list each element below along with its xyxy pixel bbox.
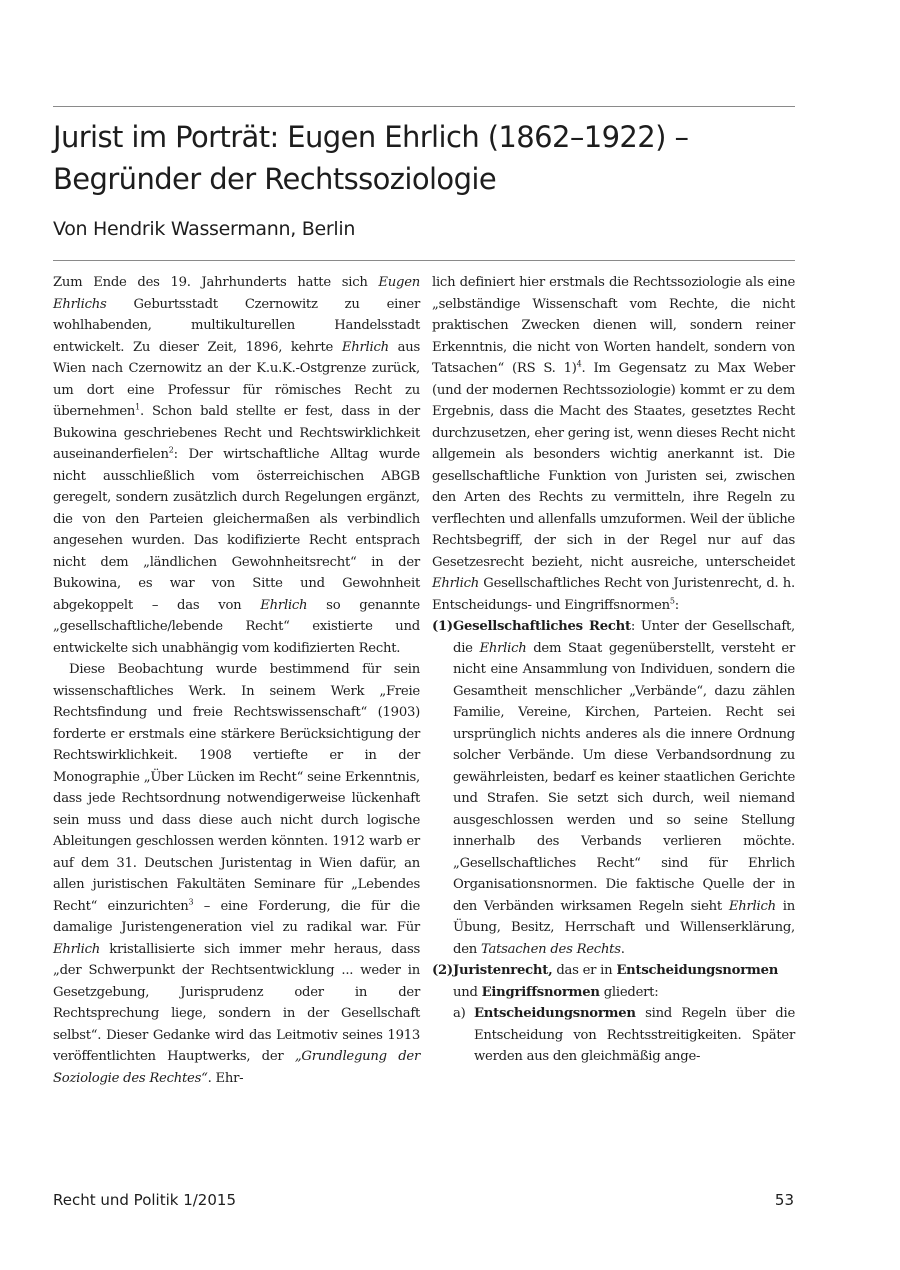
header-rule [53,260,795,261]
title-line-1: Jurist im Porträt: Eugen Ehrlich (1862–1922) – [53,120,689,154]
footnote-ref-1: 1 [135,402,140,412]
article-title [53,116,813,200]
top-rule [53,106,795,107]
paragraph-2: Diese Beobachtung wurde bestimmend für sein wissenschaftliches Werk. In seinem Werk „Freie Rechtsfindung und freie Rechtswissenschaft“ (1903) forderte er erstmals eine stärkere Berücksichtigung der Rechtswirklichkeit. 1908 vertiefte er in der Monographie „Über Lücken im Recht“ seine Erkenntnis, dass jede Rechtsordnung notwendigerweise lückenhaft sein muss und dass diese auch nicht durch logische Ableitungen geschlossen werden könnten. 1912 warb er auf dem 31. Deutschen Juristentag in Wien dafür, an allen juristischen Fakultäten Seminare für „Lebendes Recht“ einzurichten$^3$ – eine Forderung, die für die damalige Juristengeneration viel zu radikal war. Für Ehrlich kristallisierte sich immer mehr heraus, dass „der Schwerpunkt der Rechtsentwicklung ... weder in Gesetzgebung, Jurisprudenz oder in der Rechtsprechung liege, sondern in der Gesellschaft selbst“. Dieser Gedanke wird das Leitmotiv seines 1913 veröffentlichten Hauptwerks, der „Grundlegung der Soziologie des Rechtes“. Ehr- [53,662,420,1086]
list-item-2a: a) Entscheidungsnormen sind Regeln über die Entscheidung von Rechtsstreitigkeiten. Später werden aus den gleichmäßig ange- [453,1003,795,1068]
list-number: (1) [432,619,453,634]
column-right [432,272,795,1068]
list-letter: a) [453,1006,466,1021]
page-number: 53 [774,1191,794,1209]
paragraph-3: lich definiert hier erstmals die Rechtssoziologie als eine „selbständige Wissenschaft vom Rechte, die nicht praktischen Zwecken dienen will, sondern reiner Erkenntnis, die nicht von Worten handelt, sondern von Tatsachen“ (RS S. 1)$^4$. Im Gegensatz zu Max Weber (und der modernen Rechtssoziologie) kommt er zu dem Ergebnis, dass die Macht des Staates, gesetztes Recht durchzusetzen, eher gering ist, wenn dieses Recht nicht allgemein als besonders wichtig anerkannt ist. Die gesellschaftliche Funktion von Juristen sei, zwischen den Arten des Rechts zu vermitteln, ihre Regeln zu verflechten und allenfalls umzuformen. Weil der übliche Rechtsbegriff, der sich in der Regel nur auf das Gesetzesrecht bezieht, nicht ausreiche, unterscheidet Ehrlich Gesellschaftliches Recht von Juristenrecht, d. h. Entscheidungs- und Eingriffsnormen$^5$: [432,275,795,613]
footnote-ref-3: 3 [188,897,194,907]
list-number: (2) [432,963,453,978]
footnote-ref-5: 5 [669,596,675,606]
title-line-2: Begründer der Rechtssoziologie [53,162,497,196]
paragraph-1: Zum Ende des 19. Jahrhunderts hatte sich Eugen Ehrlichs Geburtsstadt Czernowitz zu einer wohlhabenden, multikulturellen Handelsstadt entwickelt. Zu dieser Zeit, 1896, kehrte Ehrlich aus Wien nach Czernowitz an der K.u.K.-Ostgrenze zurück, um dort eine Professur für römisches Recht zu übernehmen$^1$. Schon bald stellte er fest, dass in der Bukowina geschriebenes Recht und Rechtswirklichkeit auseinanderfielen$^2$: Der wirtschaftliche Alltag wurde nicht ausschließlich vom österreichischen ABGB geregelt, sondern zusätzlich durch Regelungen ergänzt, die von den Parteien gleichermaßen als verbindlich angesehen wurden. Das kodifizierte Recht entsprach nicht dem „ländlichen Gewohnheitsrecht“ in der Bukowina, es war von Sitte und Gewohnheit abgekoppelt – das von Ehrlich so genannte „gesellschaftliche/lebende Recht“ existierte und entwickelte sich unabhängig vom kodifizierten Recht. [53,275,420,656]
column-left [53,272,420,1089]
author-byline: Von Hendrik Wassermann, Berlin [53,218,356,240]
list-item-2: (2) Juristenrecht, das er in Entscheidungsnormen und Eingriffsnormen gliedert: a) Entscheidungsnormen sind Regeln über die Entscheidung von Rechtsstreitigkeiten. Später werden aus den gleichmäßig ange- [432,960,795,1068]
list-item-1: (1) Gesellschaftliches Recht: Unter der Gesellschaft, die Ehrlich dem Staat gegenüberstellt, versteht er nicht eine Ansammlung von Individuen, sondern die Gesamtheit menschlicher „Verbände“, dazu zählen Familie, Vereine, Kirchen, Parteien. Recht sei ursprünglich nichts anderes als die innere Ordnung solcher Verbände. Um diese Verbandsordnung zu gewährleisten, bedarf es keiner staatlichen Gerichte und Strafen. Sie setzt sich durch, weil niemand ausgeschlossen werden und so seine Stellung innerhalb des Verbands verlieren möchte. „Gesellschaftliches Recht“ sind für Ehrlich Organisationsnormen. Die faktische Quelle der in den Verbänden wirksamen Regeln sieht Ehrlich in Übung, Besitz, Herrschaft und Willenserklärung, den Tatsachen des Rechts. [432,616,795,960]
footnote-ref-4: 4 [576,359,582,369]
footnote-ref-2: 2 [168,445,174,455]
norm-sublist [453,1003,795,1068]
journal-footer: Recht und Politik 1/2015 [53,1191,236,1209]
norm-list [432,616,795,1068]
